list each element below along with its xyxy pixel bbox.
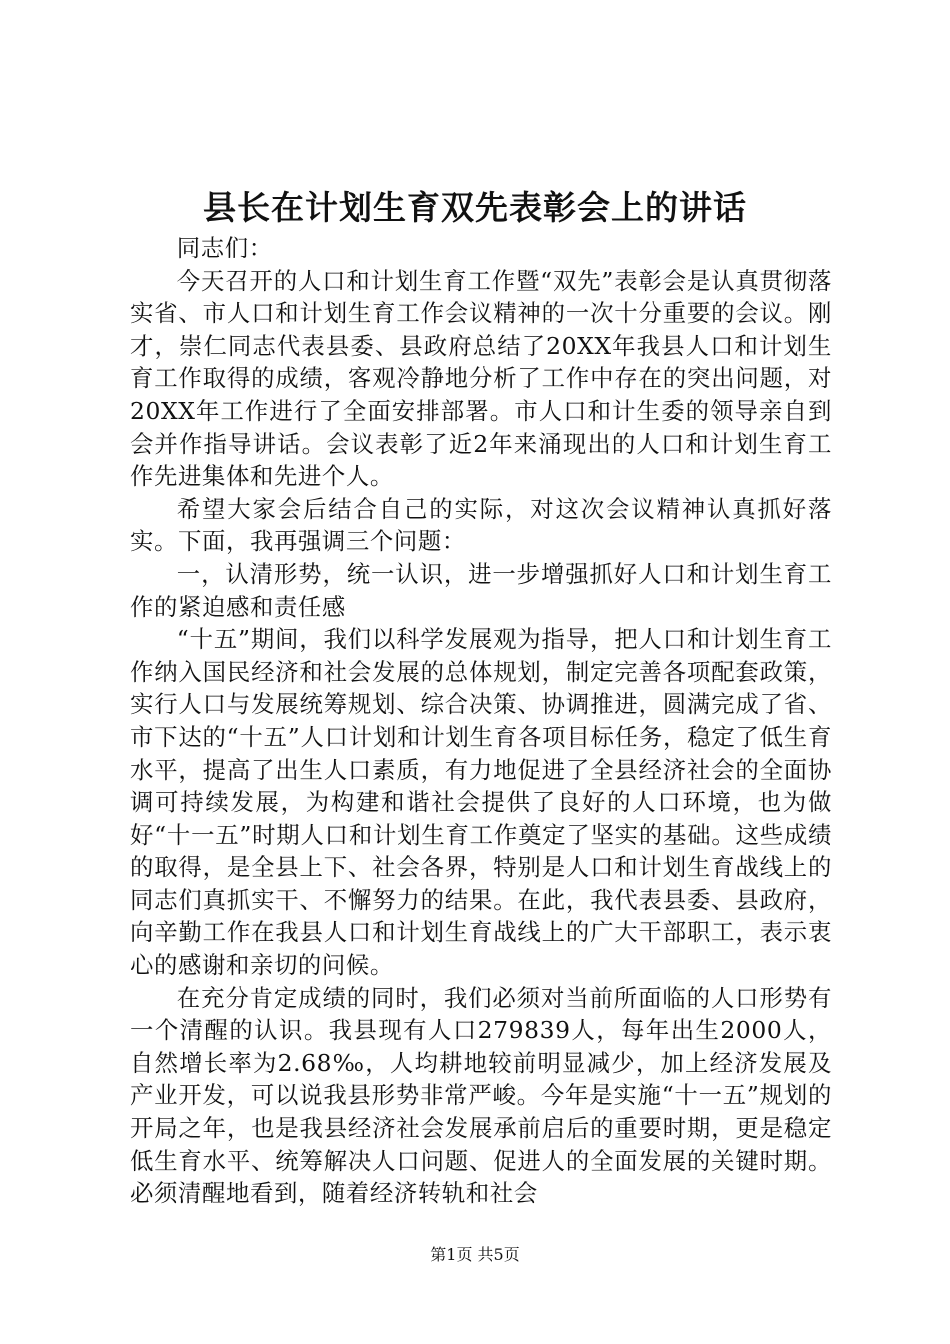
paragraph: 在充分肯定成绩的同时，我们必须对当前所面临的人口形势有一个清醒的认识。我县现有人口279839人，每年出生2000人，自然增长率为2.68‰，人均耕地较前明显减少，加上经济发展及产业开发，可以说我县形势非常严峻。今年是实施“十一五”规划的开局之年，也是我县经济社会发展承前启后的重要时期，更是稳定低生育水平、统筹解决人口问题、促进人的全面发展的关键时期。必须清醒地看到，随着经济转轨和社会 [130,983,832,1208]
paragraph: 希望大家会后结合自己的实际，对这次会议精神认真抓好落实。下面，我再强调三个问题： [130,494,832,556]
document-body [130,232,832,1210]
document-title: 县长在计划生育双先表彰会上的讲话 [203,188,747,227]
paragraph-salutation: 同志们： [176,234,273,262]
page-footer: 第1页 共5页 [430,1245,520,1264]
paragraph: 今天召开的人口和计划生育工作暨“双先”表彰会是认真贯彻落实省、市人口和计划生育工作会议精神的一次十分重要的会议。刚才，崇仁同志代表县委、县政府总结了20XX年我县人口和计划生育工作取得的成绩，客观冷静地分析了工作中存在的突出问题，对20XX年工作进行了全面安排部署。市人口和计生委的领导亲自到会并作指导讲话。会议表彰了近2年来涌现出的人口和计划生育工作先进集体和先进个人。 [130,266,832,491]
section-heading: 一，认清形势，统一认识，进一步增强抓好人口和计划生育工作的紧迫感和责任感 [130,559,832,621]
paragraph: “十五”期间，我们以科学发展观为指导，把人口和计划生育工作纳入国民经济和社会发展的总体规划，制定完善各项配套政策，实行人口与发展统筹规划、综合决策、协调推进，圆满完成了省、市下达的“十五”人口计划和计划生育各项目标任务，稳定了低生育水平，提高了出生人口素质，有力地促进了全县经济社会的全面协调可持续发展，为构建和谐社会提供了良好的人口环境，也为做好“十一五”时期人口和计划生育工作奠定了坚实的基础。这些成绩的取得，是全县上下、社会各界，特别是人口和计划生育战线上的同志们真抓实干、不懈努力的结果。在此，我代表县委、县政府，向辛勤工作在我县人口和计划生育战线上的广大干部职工，表示衷心的感谢和亲切的问候。 [130,625,832,980]
